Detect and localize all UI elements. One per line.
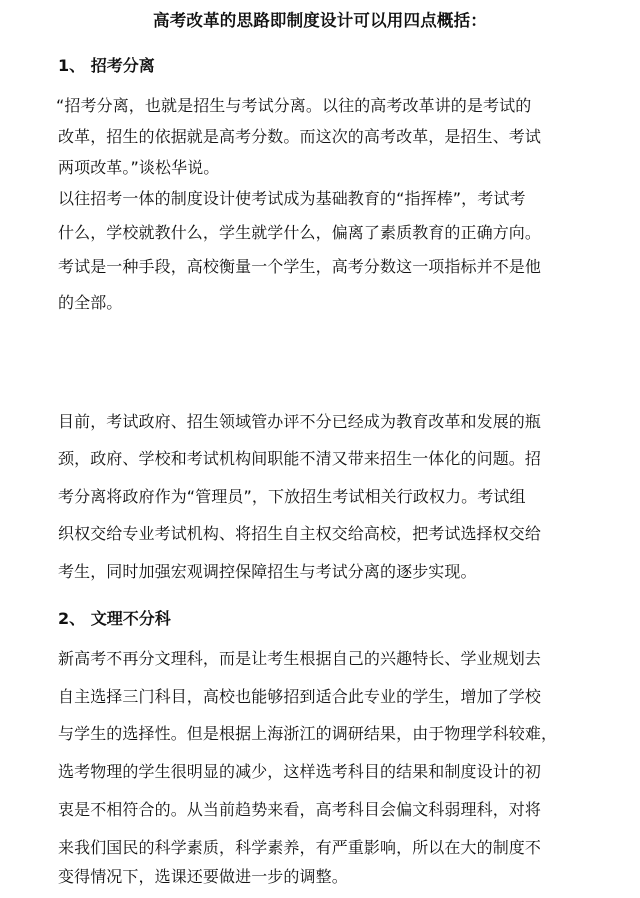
section-2-para-1-line-1: 新高考不再分文理科，而是让考生根据自己的兴趣特长、学业规划去	[58, 649, 542, 668]
document-title: 高考改革的思路即制度设计可以用四点概括：	[153, 11, 487, 30]
section-2-para-1-line-3: 与学生的选择性。但是根据上海浙江的调研结果，由于物理学科较难，	[58, 724, 558, 743]
section-1-para-1-line-1: “招考分离，也就是招生与考试分离。以往的高考改革讲的是考试的	[56, 96, 532, 115]
section-2-para-1-line-4: 选考物理的学生很明显的减少，这样选考科目的结果和制度设计的初	[58, 762, 542, 781]
section-1-para-3-line-5: 考生，同时加强宏观调控保障招生与考试分离的逐步实现。	[58, 562, 477, 581]
section-2-heading: 2、 文理不分科	[58, 609, 171, 628]
section-1-para-2-line-1: 以往招考一体的制度设计使考试成为基础教育的“指挥棒”，考试考	[58, 189, 526, 208]
section-2-para-1-line-5: 衷是不相符合的。从当前趋势来看，高考科目会偏文科弱理科，对将	[58, 800, 542, 819]
section-2-para-1-line-2: 自主选择三门科目，高校也能够招到适合此专业的学生，增加了学校	[58, 687, 542, 706]
section-2-para-1-line-6: 来我们国民的科学素质，科学素养，有严重影响，所以在大的制度不	[58, 838, 542, 857]
section-1-heading: 1、 招考分离	[58, 56, 155, 75]
section-1-para-1-line-3: 两项改革。”谈松华说。	[58, 158, 220, 177]
section-2-para-1-line-7: 变得情况下，选课还要做进一步的调整。	[58, 867, 348, 886]
section-1-para-3-line-3: 考分离将政府作为“管理员”，下放招生考试相关行政权力。考试组	[58, 487, 526, 506]
section-1-para-2-line-4: 的全部。	[58, 293, 123, 312]
section-1-para-3-line-4: 织权交给专业考试机构、将招生自主权交给高校，把考试选择权交给	[58, 524, 542, 543]
section-1-para-2-line-2: 什么，学校就教什么，学生就学什么，偏离了素质教育的正确方向。	[58, 223, 542, 242]
section-1-para-3-line-1: 目前，考试政府、招生领域管办评不分已经成为教育改革和发展的瓶	[58, 412, 542, 431]
section-1-para-2-line-3: 考试是一种手段，高校衡量一个学生，高考分数这一项指标并不是他	[58, 257, 542, 276]
section-1-para-1-line-2: 改革，招生的依据就是高考分数。而这次的高考改革，是招生、考试	[58, 127, 542, 146]
section-1-para-3-line-2: 颈，政府、学校和考试机构间职能不清又带来招生一体化的问题。招	[58, 449, 542, 468]
